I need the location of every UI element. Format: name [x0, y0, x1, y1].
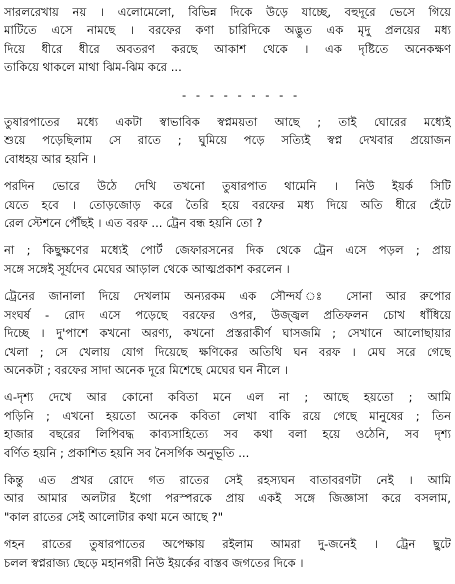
text-line: তাকিয়ে থাকলে মাথা ঝিম-ঝিম করে ...: [4, 60, 182, 75]
text-line: পড়িনি ; এখনো হয়তো অনেক কবিতা লেখা বাকি রয়ে গেছে মানুষের ; তিন: [4, 408, 451, 423]
paragraph-alter-ego: [4, 471, 451, 526]
text-line: খেলা ; সে খেলায় যোগ দিয়েছে ক্ষণিকের অতিথি ঘন বরফ । মেঘ সরে গেছে: [4, 344, 451, 359]
spacer: [4, 104, 451, 113]
spacer: [4, 168, 451, 177]
text-line: রেল স্টেশনে পৌঁছই । এত বরফ ... ট্রেন বন্ধ হয়নি তো ?: [4, 216, 263, 231]
text-line: সারলরেখায় নয় । এলোমেলো, বিভিন্ন দিকে উড়ে যাচ্ছে, বহুদূরে ভেসে গিয়ে: [4, 5, 451, 19]
text-line: তুষারপাতের মধ্যে একটা স্বাভাবিক স্বপ্নময়তা আছে ; তাই ঘোরের মধ্যেই: [4, 115, 451, 130]
text-line: এ-দৃশ্য দেখে আর কোনো কবিতা মনে এল না ; আছে হয়তো ; আমি: [4, 390, 451, 405]
text-line: আর আমার অলটার ইগো পরস্পরকে প্রায় একই সঙ্গে জিজ্ঞাসা করে বসলাম,: [4, 491, 451, 506]
paragraph-dreaminess: [4, 113, 451, 168]
text-line: চলল স্বপ্নরাজ্য ছেড়ে মহানগরী নিউ ইয়র্কের বাস্তব জগতের দিকে ।: [4, 555, 304, 570]
paragraph-next-morning: [4, 177, 451, 232]
text-line: শুয়ে পড়েছিলাম সে রাতে ; ঘুমিয়ে পড়ে সত্যিই স্বপ্ন দেখবার প্রয়োজন: [4, 133, 451, 148]
text-line: হাজার বছরের লিপিবদ্ধ কাব্যসাহিত্যে সব কথা বলা হয়ে ওঠেনি, সব দৃশ্য: [4, 427, 451, 442]
text-line: "কাল রাতের সেই আলোটার কথা মনে আছে ?": [4, 509, 224, 524]
text-line: দিচ্ছে । দু'পাশে কখনো অরণ্য, কখনো প্রস্তরাকীর্ণ ঘাসজমি ; সেখানে আলোছায়ার: [4, 326, 451, 341]
text-line: পরদিন ভোরে উঠে দেখি তখনো তুষারপাত থামেনি । নিউ ইয়র্ক সিটি: [4, 179, 451, 194]
paragraph-snowfall-description: [4, 3, 451, 77]
text-line: অনেকটা ; বরফের সাদা অনেক দূরে মিশেছে মেঘের ঘন নীলে ।: [4, 362, 288, 377]
text-line: বর্ণিত হয়নি ; প্রকাশিত হয়নি সব নৈসর্গিক অনুভূতি ...: [4, 445, 250, 460]
text-line: না ; কিছুক্ষণের মধ্যেই পোর্ট জেফারসনের দিক থেকে ট্রেন এসে পড়ল ; প্রায়: [4, 243, 451, 258]
text-line: দিয়ে ধীরে ধীরে অবতরণ করছে আকাশ থেকে । এক দৃষ্টিতে অনেকক্ষণ: [4, 41, 451, 56]
text-line: ট্রেনের জানালা দিয়ে দেখলাম অন্যরকম এক সৌন্দর্য ঃ সোনা আর রুপোর: [4, 289, 451, 304]
text-line: সংঘর্ষ - রোদ এসে পড়েছে বরফের ওপর, উজ্জ্বল প্রতিফলন চোখ ধাঁধিয়ে: [4, 307, 451, 322]
spacer: [4, 232, 451, 241]
spacer: [4, 462, 451, 471]
paragraph-train-arrives: [4, 241, 451, 278]
text-line: মাটিতে এসে নামছে । বরফের কণা চারিদিকে অদ্ভুত এক মৃদু প্রলয়ের মধ্য: [4, 23, 451, 38]
text-line: কিন্তু এত প্রখর রোদে গত রাতের সেই রহস্যঘন বাতাবরণটা নেই । আমি: [4, 472, 451, 487]
text-line: গহন রাতের তুষারপাতের অপেক্ষায় রইলাম আমরা দু-জনেই । ট্রেন ছুটে: [4, 537, 451, 552]
spacer: [4, 77, 451, 86]
spacer: [4, 526, 451, 535]
spacer: [4, 278, 451, 287]
paragraph-closing: [4, 535, 451, 572]
text-line: সঙ্গে সঙ্গেই সূর্যদেব মেঘের আড়াল থেকে আত্মপ্রকাশ করলেন ।: [4, 261, 290, 276]
text-line: বোধহয় আর হয়নি ।: [4, 151, 97, 166]
paragraph-train-window: [4, 287, 451, 379]
text-line: যেতে হবে । তোড়জোড় করে তৈরি হয়ে বরফের মধ্য দিয়ে অতি ধীরে হেঁটে: [4, 197, 451, 212]
paragraph-poetry: [4, 388, 451, 462]
spacer: [4, 379, 451, 388]
section-separator: - - - - - - - - -: [182, 87, 301, 102]
